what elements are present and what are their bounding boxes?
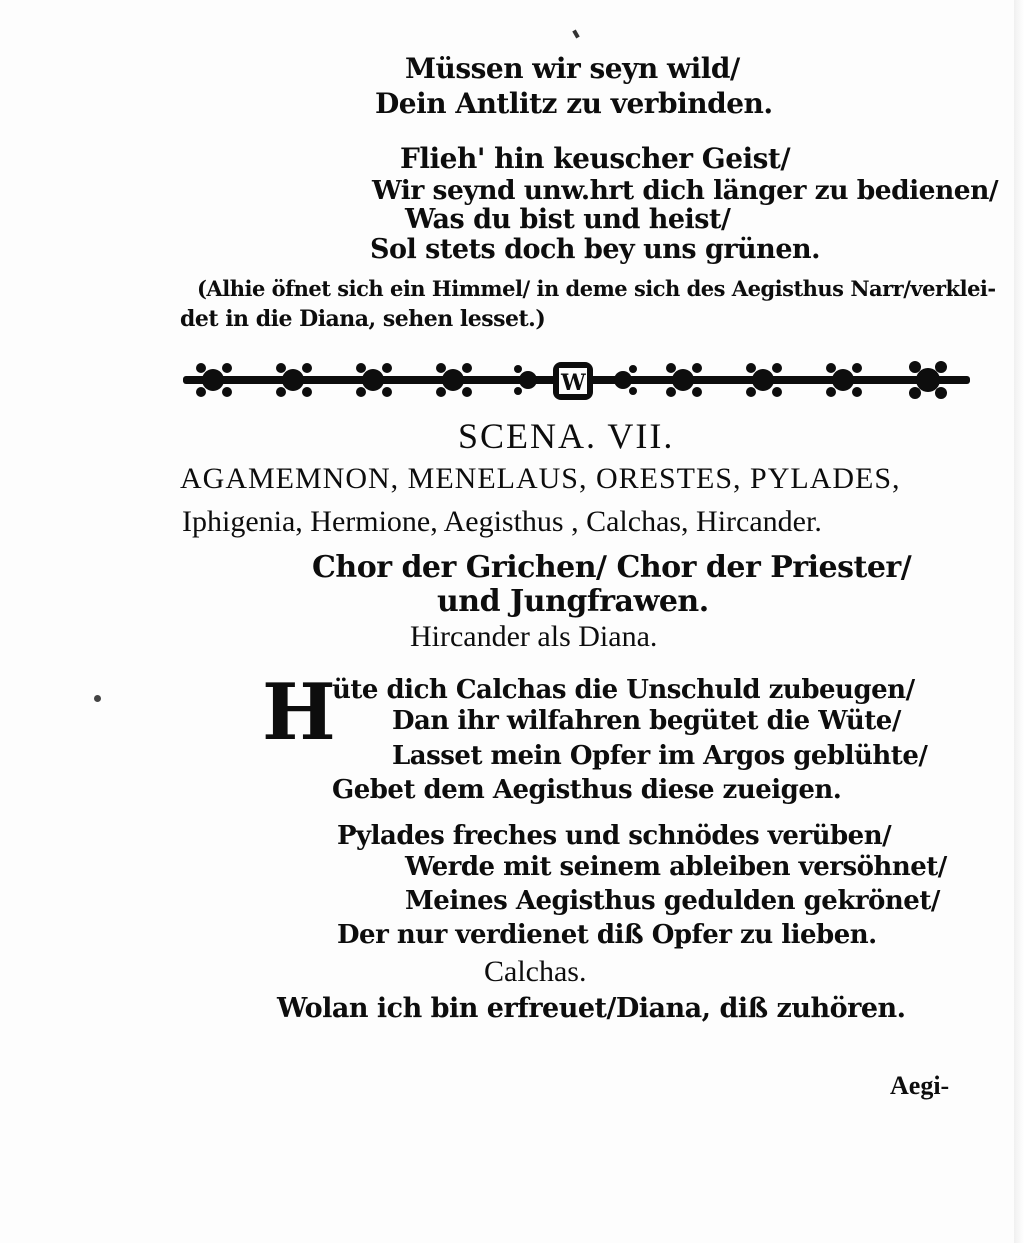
chorus-list: Chor der Grichen/ Chor der Priester/ [312,550,912,585]
svg-text:W: W [561,370,586,396]
page-edge [1014,0,1024,1243]
verse-line: Flieh' hin keuscher Geist/ [400,142,791,175]
verse-line: Sol stets doch bey uns grünen. [370,234,821,265]
drop-capital: H [262,667,336,758]
ornamental-divider [183,354,970,408]
speech-line: Wolan ich bin erfreuet/Diana, diß zuhören. [277,993,906,1024]
verse-line: Wir seynd unw.hrt dich länger zu bedienen/ [372,175,999,206]
speech-line: Gebet dem Aegisthus diese zueigen. [332,775,842,805]
ink-mark [572,30,579,39]
character-list: AGAMEMNON, MENELAUS, ORESTES, PYLADES, [180,462,901,495]
speech-line: Dan ihr wilfahren begütet die Wüte/ [392,706,901,736]
verse-line: Was du bist und heist/ [405,204,731,235]
character-list: Iphigenia, Hermione, Aegisthus , Calchas, Hircander. [182,505,822,538]
speaker-name: Calchas. [484,955,587,988]
verse-line: Müssen wir seyn wild/ [405,52,740,85]
speech-line: Werde mit seinem ableiben versöhnet/ [405,852,947,882]
scene-heading: SCENA. VII. [458,416,675,456]
ink-speck [94,695,101,702]
speech-line: Pylades freches und schnödes verüben/ [337,821,892,851]
speech-line: Lasset mein Opfer im Argos geblühte/ [392,741,928,771]
stage-direction: (Alhie öfnet sich ein Himmel/ in deme sich des Aegisthus Narr/verklei- [197,276,996,301]
stage-direction: det in die Diana, sehen lesset.) [180,306,546,332]
speech-line: Meines Aegisthus gedulden gekrönet/ [405,886,940,916]
verse-line: Dein Antlitz zu verbinden. [375,87,773,120]
speech-line: üte dich Calchas die Unschuld zubeugen/ [332,675,915,705]
speaker-name: Hircander als Diana. [410,620,658,653]
speech-line: Der nur verdienet diß Opfer zu lieben. [337,920,877,950]
chorus-list: und Jungfrawen. [437,584,709,619]
catchword: Aegi- [890,1071,950,1100]
